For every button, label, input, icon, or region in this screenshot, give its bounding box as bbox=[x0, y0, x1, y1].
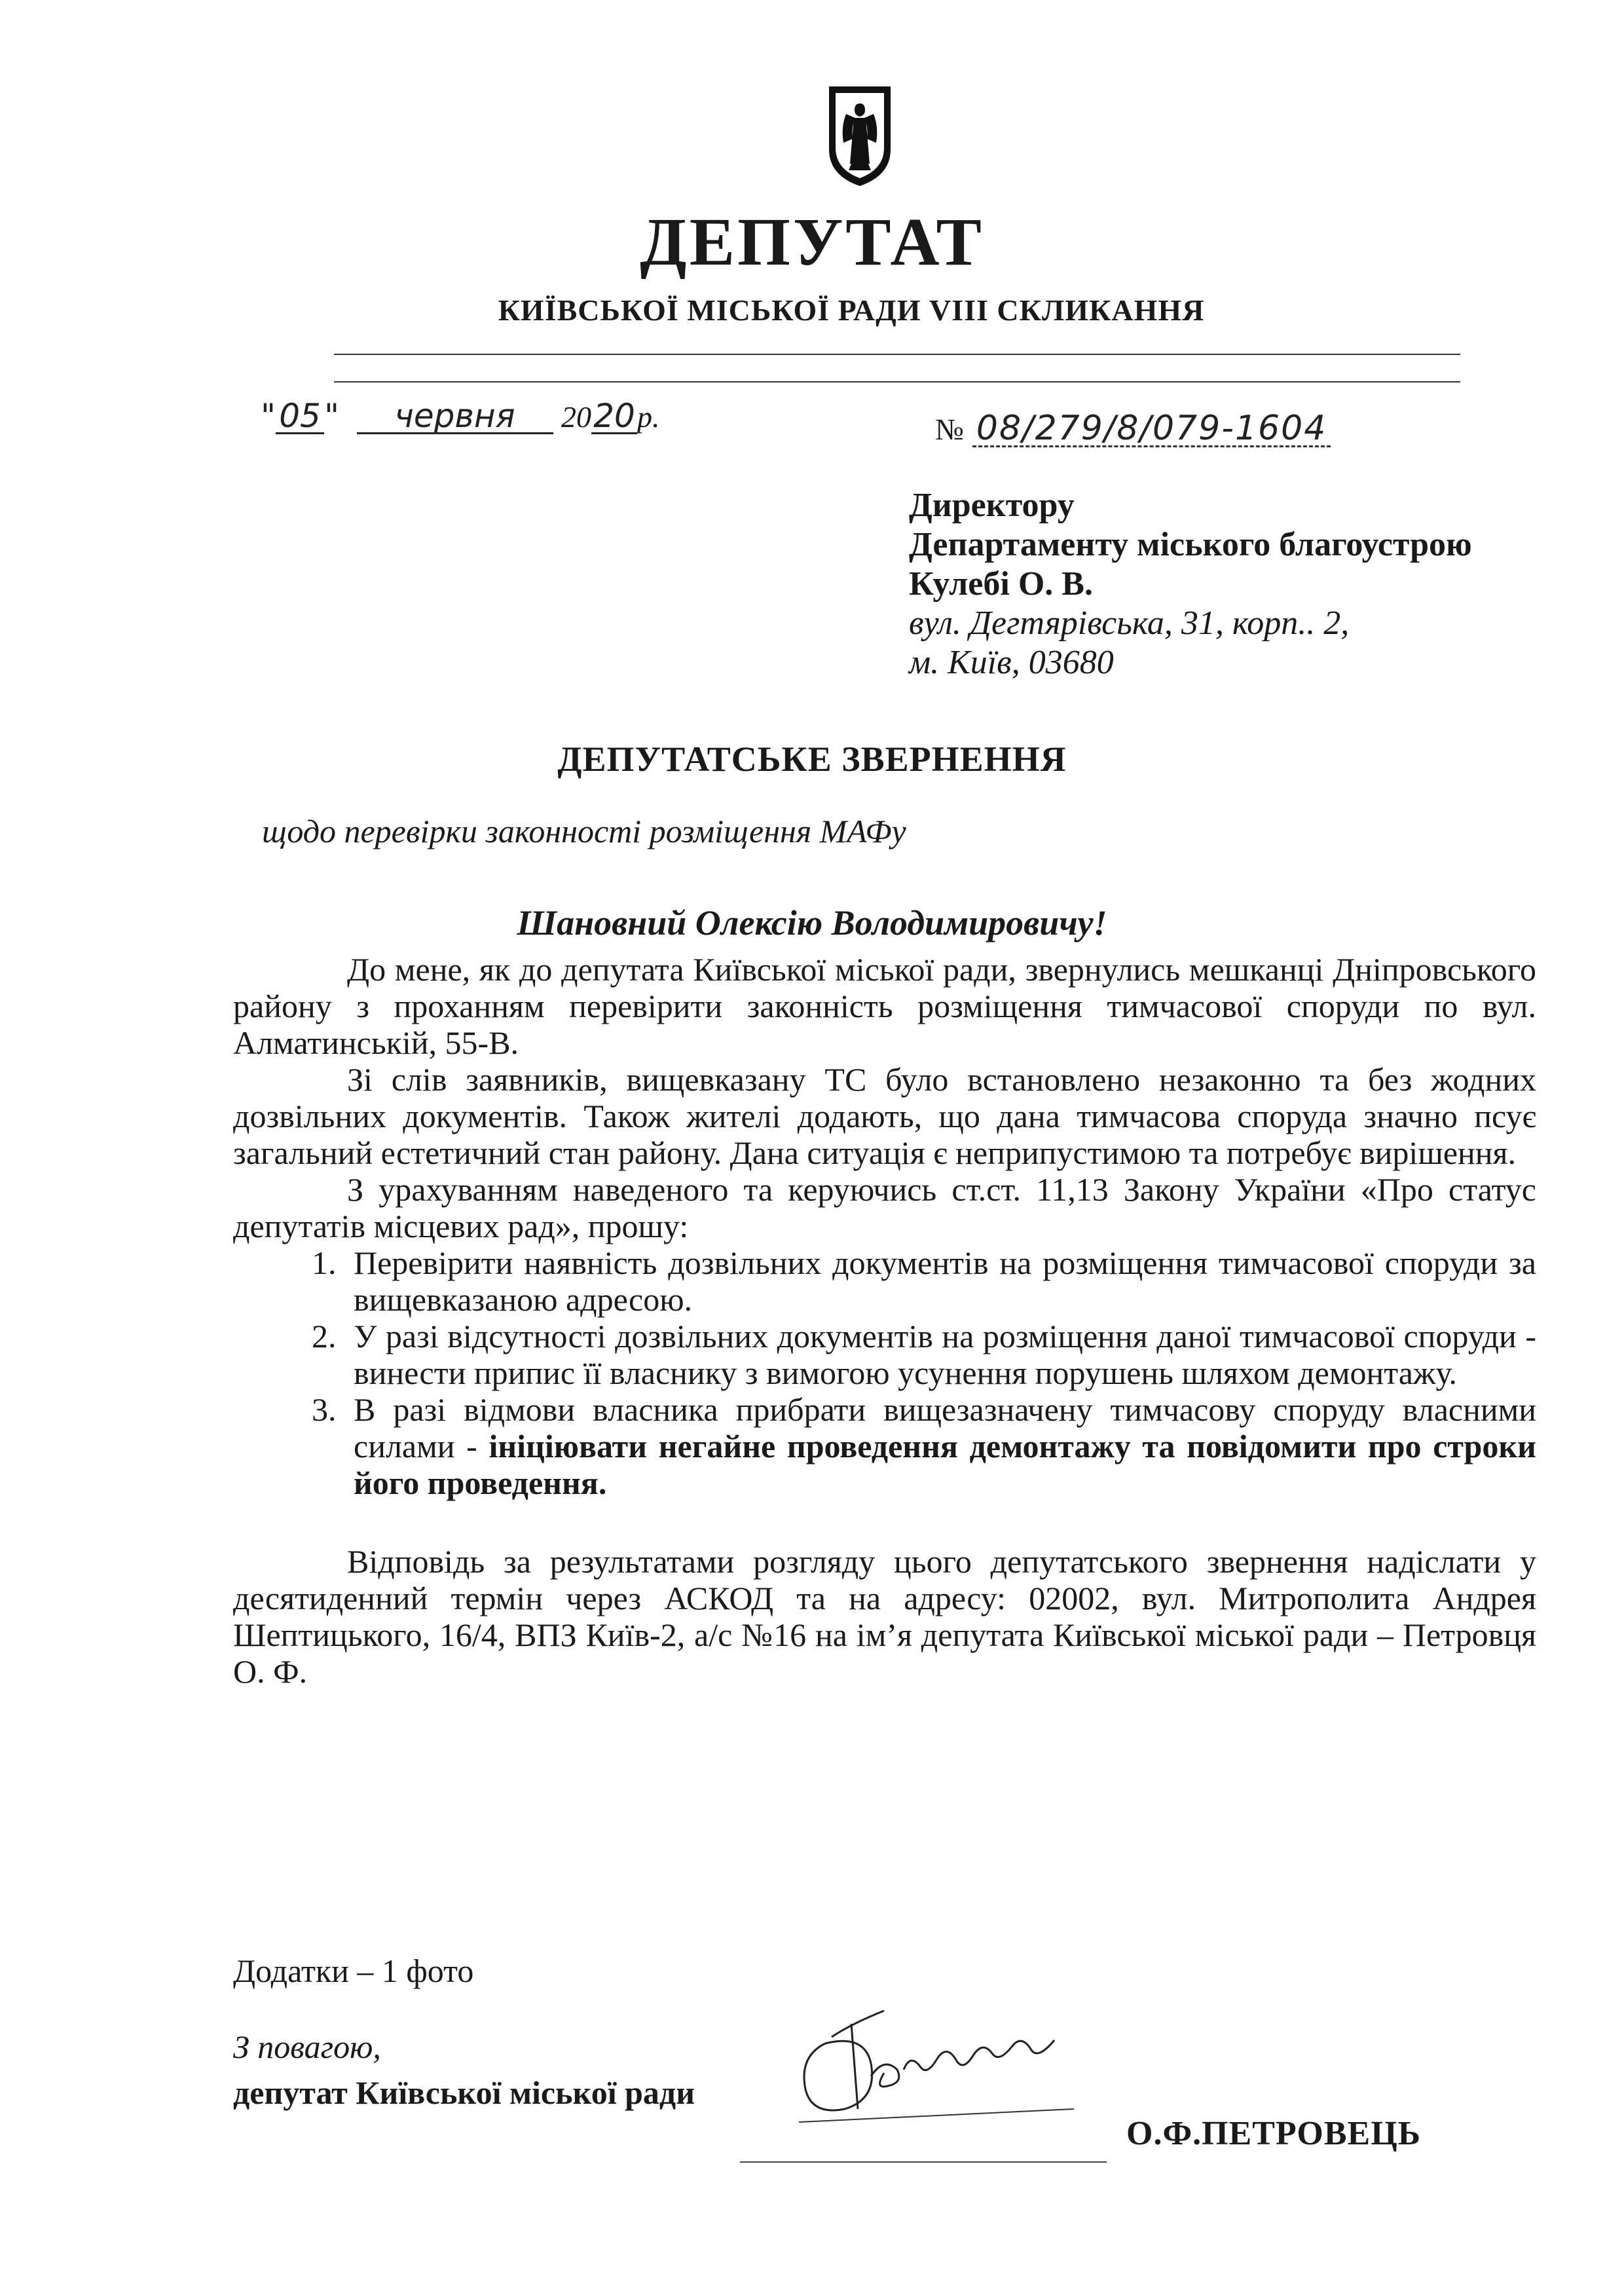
date-year-tail: р. bbox=[637, 400, 660, 434]
date-year-suffix: 20 bbox=[591, 400, 637, 434]
request-item bbox=[344, 1391, 1536, 1501]
request-item-emphasis: ініціювати негайне проведення демонтажу та повідомити про строки його проведення. bbox=[354, 1428, 1536, 1501]
signature-line bbox=[740, 2161, 1107, 2163]
addressee-position: Директору bbox=[909, 487, 1075, 524]
addressee-department: Департаменту міського благоустрою bbox=[909, 526, 1472, 563]
request-list bbox=[233, 1244, 1536, 1501]
kyiv-coat-of-arms-icon bbox=[826, 84, 893, 189]
letterhead-rule-bottom bbox=[334, 381, 1460, 382]
salutation: Шановний Олексію Володимировичу! bbox=[517, 903, 1107, 942]
document-subject: щодо перевірки законності розміщення МАФу bbox=[262, 813, 906, 849]
registration-number bbox=[935, 411, 1331, 447]
closing-block bbox=[233, 2024, 695, 2116]
document-title: ДЕПУТАТСЬКЕ ЗВЕРНЕННЯ bbox=[557, 739, 1067, 779]
paragraph: Зі слів заявників, вищевказану ТС було встановлено незаконно та без жодних дозвільних документів. Також жителі додають, що дана тимчасова споруда значно псує загальний естетичний стан району. Дана ситуація є неприпустимою та потребує вирішення. bbox=[233, 1061, 1536, 1171]
closing-regards: З повагою, bbox=[233, 2028, 381, 2065]
date-open-quote: " bbox=[261, 397, 276, 435]
letterhead-title: ДЕПУТАТ bbox=[640, 204, 984, 280]
addressee-street: вул. Дегтярівська, 31, корп.. 2, bbox=[909, 605, 1350, 642]
addressee-block bbox=[909, 486, 1472, 682]
attachments-note: Додатки – 1 фото bbox=[233, 1952, 474, 1989]
response-paragraph: Відповідь за результатами розгляду цього депутатського звернення надіслати у десятиденний термін через АСКОД та на адресу: 02002, вул. Митрополита Андрея Шептицького, 16/4, ВПЗ Київ-2, а/с №16 на ім’я депутата Київської міської ради – Петровця О. Ф. bbox=[233, 1543, 1536, 1690]
registration-number-value: 08/279/8/079-1604 bbox=[972, 411, 1331, 447]
request-item: 2. У разі відсутності дозвільних документів на розміщення даної тимчасової споруди - винести припис її власнику з вимогою усунення порушень шляхом демонтажу. bbox=[344, 1318, 1536, 1391]
paragraph: До мене, як до депутата Київської міської ради, звернулись мешканці Дніпровського району з проханням перевірити законність розміщення тимчасової споруди по вул. Алматинській, 55-В. bbox=[233, 951, 1536, 1061]
signer-name: О.Ф.ПЕТРОВЕЦЬ bbox=[1126, 2115, 1422, 2152]
request-item-text: В разі відмови власника прибрати вищезазначену тимчасову споруду власними силами - bbox=[354, 1391, 1536, 1465]
letterhead-subtitle: КИЇВСЬКОЇ МІСЬКОЇ РАДИ VIII СКЛИКАННЯ bbox=[498, 293, 1205, 327]
number-sign: № bbox=[935, 413, 964, 446]
addressee-name: Кулебі О. В. bbox=[909, 565, 1093, 603]
paragraph: З урахуванням наведеного та керуючись ст.ст. 11,13 Закону України «Про статус депутатів місцевих рад», прошу: bbox=[233, 1171, 1536, 1244]
letter-date bbox=[261, 397, 660, 435]
request-item: 1. Перевірити наявність дозвільних документів на розміщення тимчасової споруди за вищевказаною адресою. bbox=[344, 1244, 1536, 1318]
handwritten-signature bbox=[773, 1998, 1139, 2148]
letter-body bbox=[233, 951, 1536, 1690]
addressee-city: м. Київ, 03680 bbox=[909, 644, 1114, 681]
date-day: 05 bbox=[276, 400, 324, 434]
date-month: червня bbox=[357, 400, 553, 434]
letterhead-rule-top bbox=[334, 354, 1460, 355]
closing-position: депутат Київської міської ради bbox=[233, 2074, 695, 2111]
date-close-quote: " bbox=[324, 397, 339, 435]
date-year-prefix: 20 bbox=[561, 400, 591, 434]
